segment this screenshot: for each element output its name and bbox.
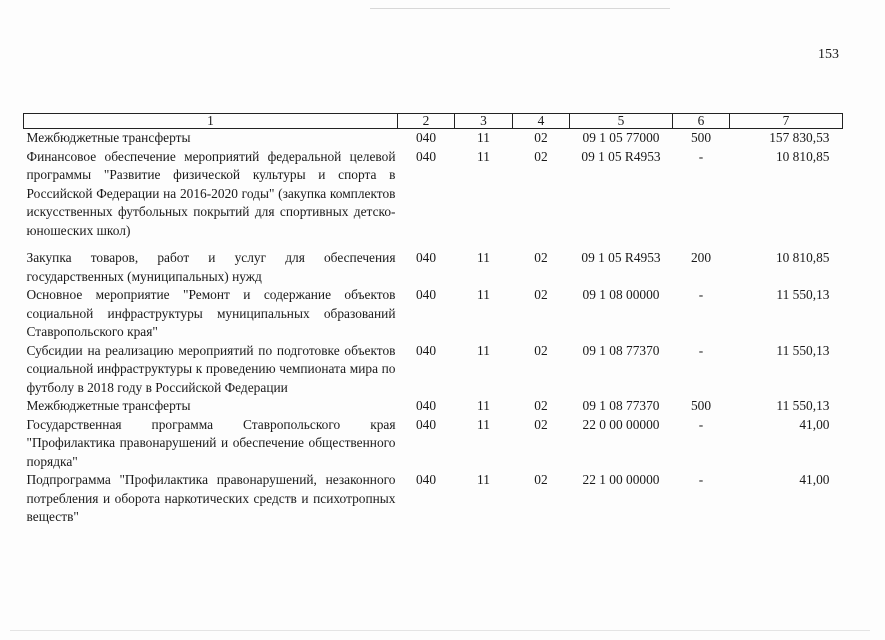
table-row — [24, 129, 843, 148]
row-expense-type: 200 — [690, 250, 712, 265]
row-amount: 11 550,13 — [776, 287, 830, 302]
row-target-article: 22 0 00 00000 — [582, 416, 660, 432]
header-col-6: 6 — [673, 114, 730, 129]
row-section-code: 11 — [477, 148, 490, 164]
row-amount: 10 810,85 — [775, 250, 830, 265]
row-amount: 157 830,53 — [769, 130, 830, 145]
table-row — [24, 416, 843, 472]
row-expense-type: - — [698, 472, 704, 487]
row-ministry-code: 040 — [415, 416, 437, 432]
row-ministry-code: 040 — [415, 287, 437, 302]
page-number: 153 — [818, 47, 839, 62]
row-name: Межбюджетные трансферты — [26, 130, 191, 145]
row-name: Финансовое обеспечение мероприятий федеральной целевой программы "Развитие физической культуры и спорта в Российской Федерации на 2016-2020 годы" (закупка комплектов искусственных футбольных покрытий для спортивных детско-юношеских школ) — [26, 148, 396, 238]
row-target-article: 09 1 08 00000 — [582, 287, 660, 302]
row-subsection-code: 02 — [534, 398, 548, 413]
row-amount: 11 550,13 — [776, 398, 830, 413]
header-col-1: 1 — [24, 114, 398, 129]
row-expense-type: 500 — [690, 398, 712, 413]
row-section-code: 11 — [477, 250, 490, 265]
row-section-code: 11 — [477, 342, 490, 358]
row-ministry-code: 040 — [415, 130, 437, 145]
row-name: Подпрограмма "Профилактика правонарушений, незаконного потребления и оборота наркотических средств и психотропных веществ" — [26, 472, 396, 524]
row-amount: 11 550,13 — [776, 342, 830, 358]
row-target-article: 09 1 05 R4953 — [581, 250, 661, 265]
row-subsection-code: 02 — [534, 342, 548, 358]
row-target-article: 09 1 08 77370 — [582, 342, 660, 358]
row-ministry-code: 040 — [415, 398, 437, 413]
row-section-code: 11 — [477, 472, 490, 487]
row-expense-type: - — [698, 416, 704, 432]
row-subsection-code: 02 — [534, 287, 548, 302]
row-section-code: 11 — [477, 416, 490, 432]
table-row — [24, 471, 843, 527]
row-target-article: 09 1 08 77370 — [582, 398, 660, 413]
header-col-7: 7 — [730, 114, 843, 129]
row-ministry-code: 040 — [415, 250, 437, 265]
row-expense-type: - — [698, 287, 704, 302]
table-row — [24, 342, 843, 398]
row-section-code: 11 — [477, 130, 490, 145]
table-row — [24, 286, 843, 342]
row-subsection-code: 02 — [534, 250, 548, 265]
header-col-3: 3 — [455, 114, 513, 129]
row-name: Государственная программа Ставропольского края "Профилактика правонарушений и обеспечение общественного порядка" — [26, 416, 396, 469]
row-name: Субсидии на реализацию мероприятий по подготовке объектов социальной инфраструктуры к проведению чемпионата мира по футболу в 2018 году в Российской Федерации — [26, 342, 396, 395]
header-col-4: 4 — [513, 114, 570, 129]
row-target-article: 22 1 00 00000 — [582, 472, 660, 487]
header-col-5: 5 — [570, 114, 673, 129]
row-name: Межбюджетные трансферты — [26, 398, 191, 413]
row-ministry-code: 040 — [415, 148, 437, 164]
row-expense-type: - — [698, 342, 704, 358]
row-subsection-code: 02 — [534, 416, 548, 432]
row-name: Закупка товаров, работ и услуг для обеспечения государственных (муниципальных) нужд — [26, 250, 396, 284]
row-expense-type: 500 — [690, 130, 712, 145]
row-expense-type: - — [698, 148, 704, 164]
row-subsection-code: 02 — [534, 130, 548, 145]
row-ministry-code: 040 — [415, 342, 437, 358]
row-subsection-code: 02 — [534, 472, 548, 487]
table-body — [24, 129, 843, 527]
budget-table — [23, 113, 843, 527]
row-subsection-code: 02 — [534, 148, 548, 164]
row-target-article: 09 1 05 77000 — [582, 130, 660, 145]
row-amount: 41,00 — [799, 416, 830, 432]
row-name: Основное мероприятие "Ремонт и содержание объектов социальной инфраструктуры муниципальных образований Ставропольского края" — [26, 287, 396, 339]
row-ministry-code: 040 — [415, 472, 437, 487]
table-header — [24, 114, 843, 129]
row-target-article: 09 1 05 R4953 — [581, 148, 661, 164]
row-amount: 10 810,85 — [775, 148, 830, 164]
scan-artifact-bottom — [10, 630, 870, 631]
row-section-code: 11 — [477, 398, 490, 413]
table-row — [24, 148, 843, 250]
table-row — [24, 397, 843, 416]
row-amount: 41,00 — [799, 472, 830, 487]
table-row — [24, 249, 843, 286]
row-section-code: 11 — [477, 287, 490, 302]
scan-artifact-top — [370, 8, 670, 9]
header-col-2: 2 — [398, 114, 455, 129]
